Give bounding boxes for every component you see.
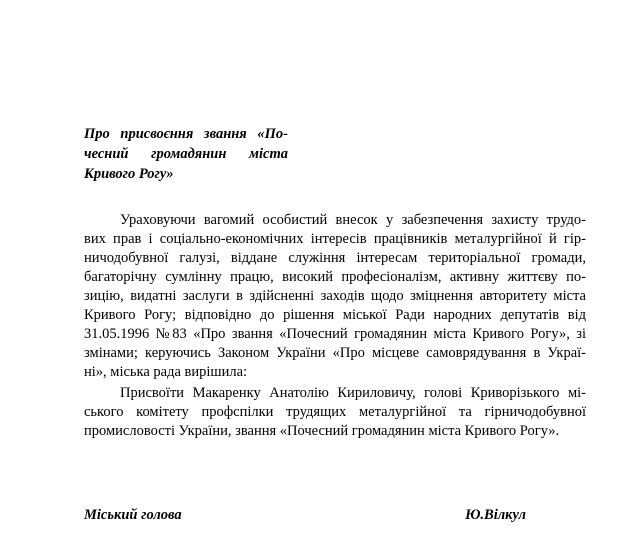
paragraph-line: Присвоїти Макаренку Анатолію Кириловичу, голові Криворізького мі- [120, 385, 586, 401]
title-line: чесний громадянин міста [84, 146, 288, 162]
preamble-paragraph [84, 211, 586, 382]
paragraph-line: ничодобувної галузі, віддане служіння інтересам територіальної громади, [84, 250, 586, 266]
paragraph-line: Ураховуючи вагомий особистий внесок у забезпечення захисту трудо- [120, 212, 586, 228]
paragraph-line: багаторічну сумлінну працю, високий професіоналізм, активну життєву по- [84, 269, 586, 285]
signature-name: Ю.Вілкул [465, 507, 526, 523]
resolution-paragraph [84, 384, 586, 441]
paragraph-line: 31.05.1996 №83 «Про звання «Почесний громадянин міста Кривого Рогу», зі [84, 326, 586, 342]
title-line: Про присвоєння звання «По- [84, 126, 288, 142]
paragraph-line: Кривого Рогу; відповідно до рішення міської Ради народних депутатів від [84, 307, 586, 323]
paragraph-line: змінами; керуючись Законом України «Про місцеве самоврядування в Украї- [84, 345, 586, 361]
paragraph-line: вих прав і соціально-економічних інтересів працівників металургійної й гір- [84, 231, 586, 247]
paragraph-line: зицію, видатні заслуги в здійсненні заходів щодо зміцнення авторитету міста [84, 288, 586, 304]
paragraph-line: ні», міська рада вирішила: [84, 364, 248, 380]
signature-position: Міський голова [84, 507, 182, 523]
paragraph-line: ського комітету профспілки трудящих металургійної та гірничодобувної [84, 404, 586, 420]
title-line: Кривого Рогу» [84, 166, 174, 182]
paragraph-line: промисловості України, звання «Почесний громадянин міста Кривого Рогу». [84, 423, 560, 439]
document-title [84, 124, 288, 184]
